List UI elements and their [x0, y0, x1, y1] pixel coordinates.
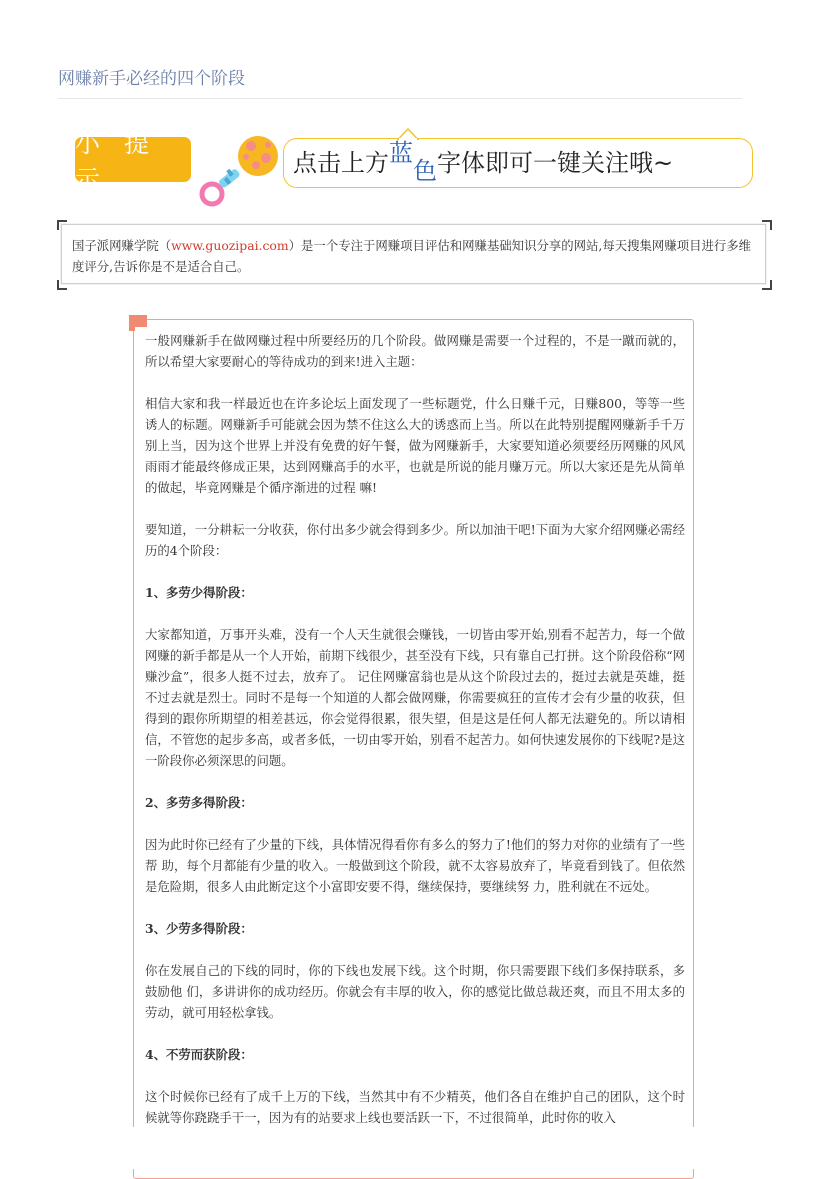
article-paragraph: 一般网赚新手在做网赚过程中所要经历的几个阶段。做网赚是需要一个过程的，不是一蹴而就的，所以希望大家要耐心的等待成功的到来!进入主题：: [145, 333, 685, 369]
article-paragraph: 相信大家和我一样最近也在许多论坛上面发现了一些标题党，什么日赚千元，日赚800，等等一些诱人的标题。网赚新手可能就会因为禁不住这么大的诱惑而上当。所以在此特别提醒网赚新手千万别上当，因为这个世界上并没有免费的好午餐，做为网赚新手，大家要知道必须要经历网赚的风风雨雨才能最终修成正果，达到网赚高手的水平，也就是所说的能月赚万元。所以大家还是先从简单的做起，毕竟网赚是个循序渐进的过程 嘛!: [145, 396, 685, 495]
baby-rattle-icon: [196, 132, 282, 212]
follow-tip-text-before: 点击上方: [293, 149, 389, 177]
article-corner-mark: [129, 315, 135, 331]
corner-mark: [762, 280, 772, 290]
stage-heading: 1、多劳少得阶段：: [145, 585, 253, 600]
corner-mark: [57, 220, 67, 230]
follow-tip-text-after: 字体即可一键关注哦~: [437, 149, 674, 177]
follow-tip-text: [293, 141, 673, 185]
article-paragraph: 这个时候你已经有了成千上万的下线，当然其中有不少精英，他们各自在维护自己的团队，这个时候就等你跷跷手干一，因为有的站要求上线也要活跃一下，不过很简单，此时你的收入: [145, 1089, 685, 1125]
intro-prefix: 国子派网赚学院（: [72, 238, 172, 253]
article-paragraph: 大家都知道，万事开头难，没有一个人天生就很会赚钱，一切皆由零开始,别看不起苦力，每一个做网赚的新手都是从一个人开始，前期下线很少，甚至没有下线，只有靠自己打拼。这个阶段俗称“网赚沙盒”，很多人挺不过去，放弃了。 记住网赚富翁也是从这个阶段过去的，挺过去就是英雄，挺不过去就是烈士。同时不是每一个知道的人都会做网赚，你需要疯狂的宣传才会有少量的收获，但得到的跟你所期望的相差甚远，你会觉得很累，很失望，但是这是任何人都无法避免的。所以请相信，不管您的起步多高，或者多低，一切由零开始，别看不起苦力。如何快速发展你的下线呢?是这一阶段你必须深思的问题。: [145, 627, 685, 768]
follow-tip-blue-char[interactable]: 色: [413, 157, 437, 185]
article-paragraph: 因为此时你已经有了少量的下线，具体情况得看你有多么的努力了!他们的努力对你的业绩有了一些帮 助，每个月都能有少量的收入。一般做到这个阶段，就不太容易放弃了，毕竟看到钱了。但依然是危险期，很多人由此断定这个小富即安要不得，继续保持，要继续努 力，胜利就在不远处。: [145, 837, 685, 894]
article-box: [133, 319, 694, 1179]
follow-tip-blue-char[interactable]: 蓝: [389, 139, 413, 167]
corner-mark: [762, 220, 772, 230]
article-body: [145, 330, 685, 1149]
stage-heading: 2、多劳多得阶段：: [145, 795, 253, 810]
corner-mark: [57, 280, 67, 290]
stage-heading: 4、不劳而获阶段：: [145, 1047, 253, 1062]
article-paragraph: 你在发展自己的下线的同时，你的下线也发展下线。这个时期，你只需要跟下线们多保持联系，多鼓励他 们，多讲讲你的成功经历。你就会有丰厚的收入，你的感觉比做总裁还爽，而且不用太多的劳动，就可用轻松拿钱。: [145, 963, 685, 1020]
site-link[interactable]: www.guozipai.com: [171, 238, 289, 253]
page-bottom-margin: [0, 1127, 826, 1169]
intro-suffix: ）是一个专注于网赚项目评估和网赚基础知识分享的网站,每天搜集网赚项目进行多维度评分,告诉你是不是适合自己。: [72, 238, 752, 274]
title-divider: [58, 98, 742, 99]
intro-box: [61, 224, 766, 284]
stage-heading: 3、少劳多得阶段：: [145, 921, 253, 936]
tip-badge: 小 提 示: [75, 137, 191, 182]
page-title: 网赚新手必经的四个阶段: [58, 69, 245, 89]
article-paragraph: 要知道，一分耕耘一分收获，你付出多少就会得到多少。所以加油干吧!下面为大家介绍网赚必需经历的4个阶段：: [145, 522, 685, 558]
